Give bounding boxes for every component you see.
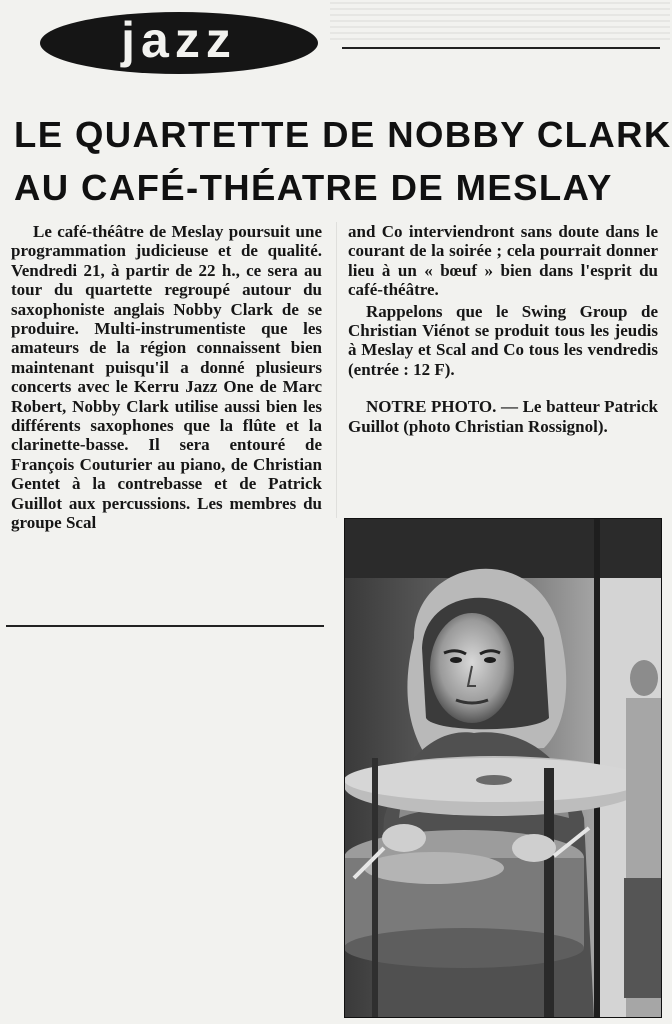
headline-line-1: LE QUARTETTE DE NOBBY CLARK [14,114,672,155]
section-rubric [40,12,318,74]
article-paragraph-continued: and Co interviendront sans doute dans le courant de la soirée ; cela pourrait donner lieu à un « bœuf » bien dans l'esprit du café-théâtre. [348,222,658,300]
drummer-photo-image [344,518,662,1018]
bleed-through-texture [330,0,670,40]
drummer-photo [344,518,662,1018]
article-column-right [348,222,658,436]
bottom-rule [6,625,324,627]
article-paragraph-1: Le café-théâtre de Meslay poursuit une programmation judicieuse et de qualité. Vendredi 21, à partir de 22 h., ce sera au tour du quartette regroupé autour du saxophoniste anglais Nobby Clark de se produire. Multi-instrumentiste que les amateurs de la région connaissent bien maintenant puisqu'il a donné plusieurs concerts avec le Kerru Jazz One de Marc Robert, Nobby Clark utilise aussi bien les différents saxophones que la flûte et la clarinette-basse. Il sera entouré de François Couturier au piano, de Christian Gentet à la contrebasse et de Patrick Guillot aux percussions. Les membres du groupe Scal [11,222,322,533]
photo-caption [348,397,658,436]
caption-text: Le batteur Patrick Guillot (photo Christian Rossignol). [348,397,659,436]
caption-lead: NOTRE PHOTO. — [366,397,518,417]
headline [14,108,672,214]
top-rule [342,47,660,49]
column-divider [336,222,337,518]
rubric-label: jazz [121,12,237,68]
article-column-left [11,222,322,533]
headline-line-2: AU CAFÉ-THÉATRE DE MESLAY [14,167,613,208]
article-paragraph-2: Rappelons que le Swing Group de Christian Viénot se produit tous les jeudis à Meslay et Scal and Co tous les vendredis (entrée : 12 F). [348,301,658,379]
